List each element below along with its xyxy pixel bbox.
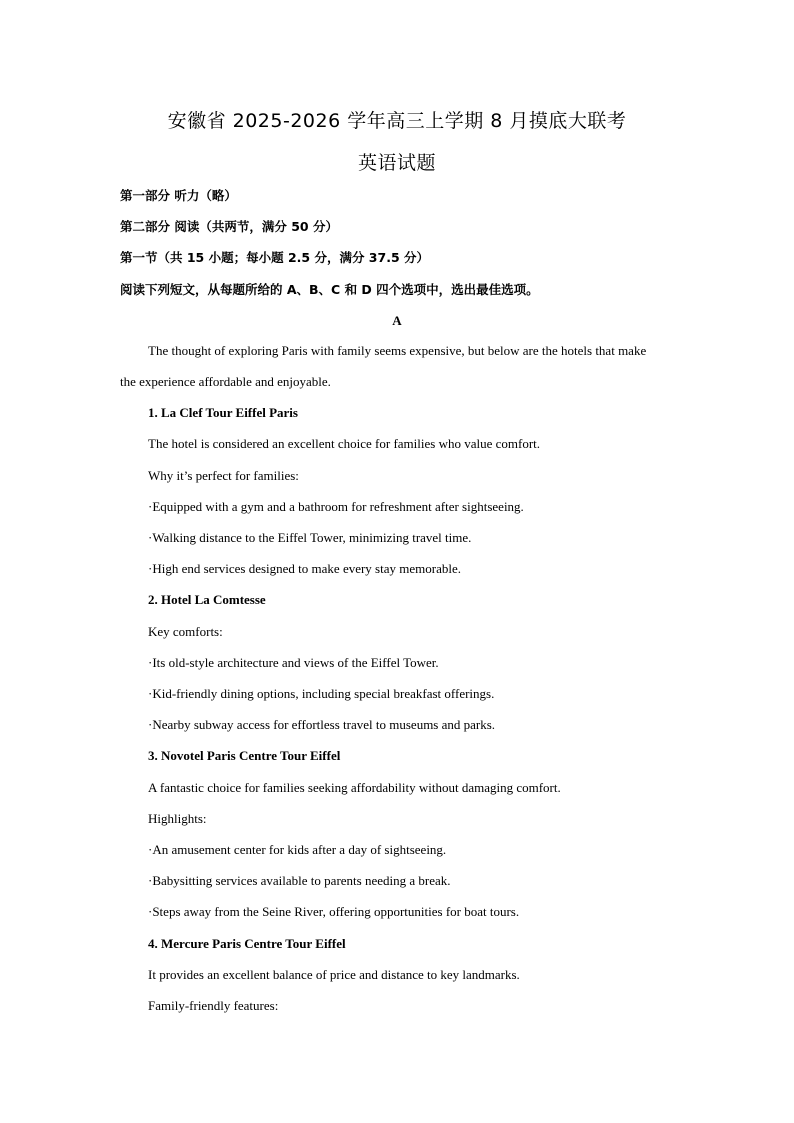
hotel-1-name: 1. La Clef Tour Eiffel Paris bbox=[148, 405, 298, 420]
hotel-1-item: ·Equipped with a gym and a bathroom for refreshment after sightseeing. bbox=[148, 499, 524, 514]
hotel-3-subhead: Highlights: bbox=[148, 811, 207, 826]
hotel-2-subhead: Key comforts: bbox=[148, 624, 223, 639]
hotel-2-name: 2. Hotel La Comtesse bbox=[148, 592, 266, 607]
hotel-1-item: ·High end services designed to make every stay memorable. bbox=[148, 561, 461, 576]
exam-subtitle: 英语试题 bbox=[357, 152, 436, 174]
intro-line-1: The thought of exploring Paris with family seems expensive, but below are the hotels that make bbox=[148, 343, 647, 358]
hotel-1-subhead: Why it’s perfect for families: bbox=[148, 468, 299, 483]
hotel-2-item: ·Kid-friendly dining options, including special breakfast offerings. bbox=[148, 686, 495, 701]
hotel-1-description: The hotel is considered an excellent choice for families who value comfort. bbox=[148, 436, 541, 451]
hotel-4-description: It provides an excellent balance of price and distance to key landmarks. bbox=[148, 967, 520, 982]
hotel-2-item: ·Nearby subway access for effortless travel to museums and parks. bbox=[148, 717, 496, 732]
part-two-heading: 第二部分 阅读（共两节，满分 50 分） bbox=[120, 219, 338, 234]
part-one-heading: 第一部分 听力（略） bbox=[120, 188, 237, 203]
hotel-4-subhead: Family-friendly features: bbox=[148, 998, 279, 1013]
hotel-2-item: ·Its old-style architecture and views of the Eiffel Tower. bbox=[148, 655, 439, 670]
exam-title: 安徽省 2025-2026 学年高三上学期 8 月摸底大联考 bbox=[167, 110, 627, 132]
hotel-3-name: 3. Novotel Paris Centre Tour Eiffel bbox=[148, 748, 341, 763]
hotel-4-name: 4. Mercure Paris Centre Tour Eiffel bbox=[148, 936, 346, 951]
reading-instructions: 阅读下列短文，从每题所给的 A、B、C 和 D 四个选项中，选出最佳选项。 bbox=[120, 282, 539, 297]
hotel-3-description: A fantastic choice for families seeking affordability without damaging comfort. bbox=[148, 780, 561, 795]
hotel-3-item: ·An amusement center for kids after a day of sightseeing. bbox=[148, 842, 447, 857]
intro-line-2: the experience affordable and enjoyable. bbox=[120, 374, 331, 389]
hotel-3-item: ·Steps away from the Seine River, offering opportunities for boat tours. bbox=[148, 904, 520, 919]
hotel-3-item: ·Babysitting services available to parents needing a break. bbox=[148, 873, 451, 888]
passage-label: A bbox=[392, 313, 402, 328]
hotel-1-item: ·Walking distance to the Eiffel Tower, minimizing travel time. bbox=[148, 530, 472, 545]
section-one-heading: 第一节（共 15 小题；每小题 2.5 分，满分 37.5 分） bbox=[120, 250, 429, 265]
